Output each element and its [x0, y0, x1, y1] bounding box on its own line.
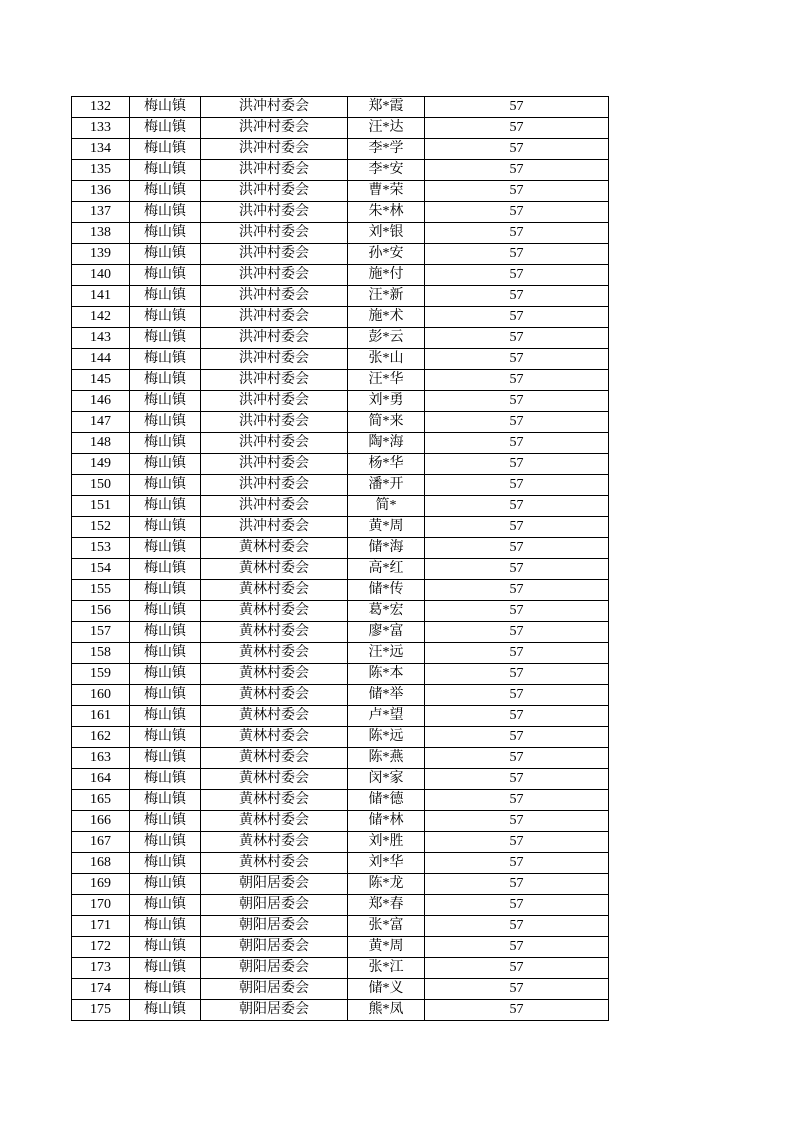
- committee-cell: 朝阳居委会: [201, 916, 348, 937]
- row-number-cell: 158: [72, 643, 130, 664]
- person-name-cell: 储*举: [348, 685, 425, 706]
- committee-cell: 洪冲村委会: [201, 307, 348, 328]
- amount-cell: 57: [425, 475, 609, 496]
- roster-table-body: [72, 97, 609, 1021]
- committee-cell: 洪冲村委会: [201, 160, 348, 181]
- table-row: [72, 811, 609, 832]
- town-cell: 梅山镇: [130, 202, 201, 223]
- table-row: [72, 685, 609, 706]
- amount-cell: 57: [425, 706, 609, 727]
- table-row: [72, 937, 609, 958]
- town-cell: 梅山镇: [130, 958, 201, 979]
- person-name-cell: 汪*达: [348, 118, 425, 139]
- row-number-cell: 150: [72, 475, 130, 496]
- committee-cell: 黄林村委会: [201, 580, 348, 601]
- person-name-cell: 储*林: [348, 811, 425, 832]
- table-row: [72, 265, 609, 286]
- person-name-cell: 闵*家: [348, 769, 425, 790]
- town-cell: 梅山镇: [130, 643, 201, 664]
- amount-cell: 57: [425, 118, 609, 139]
- committee-cell: 朝阳居委会: [201, 958, 348, 979]
- amount-cell: 57: [425, 895, 609, 916]
- person-name-cell: 施*术: [348, 307, 425, 328]
- row-number-cell: 163: [72, 748, 130, 769]
- amount-cell: 57: [425, 181, 609, 202]
- amount-cell: 57: [425, 244, 609, 265]
- person-name-cell: 张*山: [348, 349, 425, 370]
- town-cell: 梅山镇: [130, 496, 201, 517]
- committee-cell: 黄林村委会: [201, 769, 348, 790]
- amount-cell: 57: [425, 601, 609, 622]
- table-row: [72, 979, 609, 1000]
- table-row: [72, 853, 609, 874]
- town-cell: 梅山镇: [130, 118, 201, 139]
- table-row: [72, 622, 609, 643]
- person-name-cell: 郑*春: [348, 895, 425, 916]
- row-number-cell: 167: [72, 832, 130, 853]
- town-cell: 梅山镇: [130, 286, 201, 307]
- town-cell: 梅山镇: [130, 265, 201, 286]
- row-number-cell: 145: [72, 370, 130, 391]
- amount-cell: 57: [425, 328, 609, 349]
- person-name-cell: 陈*远: [348, 727, 425, 748]
- town-cell: 梅山镇: [130, 370, 201, 391]
- row-number-cell: 132: [72, 97, 130, 118]
- table-row: [72, 181, 609, 202]
- row-number-cell: 143: [72, 328, 130, 349]
- amount-cell: 57: [425, 202, 609, 223]
- committee-cell: 黄林村委会: [201, 559, 348, 580]
- committee-cell: 洪冲村委会: [201, 349, 348, 370]
- table-row: [72, 958, 609, 979]
- amount-cell: 57: [425, 160, 609, 181]
- amount-cell: 57: [425, 979, 609, 1000]
- town-cell: 梅山镇: [130, 664, 201, 685]
- table-row: [72, 307, 609, 328]
- town-cell: 梅山镇: [130, 181, 201, 202]
- table-row: [72, 370, 609, 391]
- town-cell: 梅山镇: [130, 160, 201, 181]
- amount-cell: 57: [425, 307, 609, 328]
- row-number-cell: 166: [72, 811, 130, 832]
- person-name-cell: 高*红: [348, 559, 425, 580]
- amount-cell: 57: [425, 559, 609, 580]
- amount-cell: 57: [425, 97, 609, 118]
- amount-cell: 57: [425, 664, 609, 685]
- row-number-cell: 174: [72, 979, 130, 1000]
- committee-cell: 洪冲村委会: [201, 454, 348, 475]
- row-number-cell: 152: [72, 517, 130, 538]
- town-cell: 梅山镇: [130, 328, 201, 349]
- town-cell: 梅山镇: [130, 811, 201, 832]
- town-cell: 梅山镇: [130, 727, 201, 748]
- person-name-cell: 杨*华: [348, 454, 425, 475]
- committee-cell: 洪冲村委会: [201, 391, 348, 412]
- row-number-cell: 173: [72, 958, 130, 979]
- town-cell: 梅山镇: [130, 223, 201, 244]
- person-name-cell: 朱*林: [348, 202, 425, 223]
- committee-cell: 洪冲村委会: [201, 496, 348, 517]
- amount-cell: 57: [425, 517, 609, 538]
- committee-cell: 洪冲村委会: [201, 412, 348, 433]
- committee-cell: 黄林村委会: [201, 538, 348, 559]
- table-row: [72, 139, 609, 160]
- committee-cell: 朝阳居委会: [201, 895, 348, 916]
- committee-cell: 黄林村委会: [201, 727, 348, 748]
- row-number-cell: 159: [72, 664, 130, 685]
- town-cell: 梅山镇: [130, 790, 201, 811]
- table-row: [72, 412, 609, 433]
- person-name-cell: 孙*安: [348, 244, 425, 265]
- amount-cell: 57: [425, 853, 609, 874]
- committee-cell: 朝阳居委会: [201, 937, 348, 958]
- row-number-cell: 134: [72, 139, 130, 160]
- table-row: [72, 748, 609, 769]
- town-cell: 梅山镇: [130, 685, 201, 706]
- row-number-cell: 151: [72, 496, 130, 517]
- amount-cell: 57: [425, 412, 609, 433]
- committee-cell: 黄林村委会: [201, 622, 348, 643]
- town-cell: 梅山镇: [130, 97, 201, 118]
- person-name-cell: 黄*周: [348, 517, 425, 538]
- person-name-cell: 储*义: [348, 979, 425, 1000]
- amount-cell: 57: [425, 391, 609, 412]
- amount-cell: 57: [425, 958, 609, 979]
- town-cell: 梅山镇: [130, 580, 201, 601]
- town-cell: 梅山镇: [130, 244, 201, 265]
- town-cell: 梅山镇: [130, 454, 201, 475]
- town-cell: 梅山镇: [130, 874, 201, 895]
- row-number-cell: 161: [72, 706, 130, 727]
- person-name-cell: 郑*霞: [348, 97, 425, 118]
- table-row: [72, 916, 609, 937]
- row-number-cell: 157: [72, 622, 130, 643]
- table-row: [72, 1000, 609, 1021]
- town-cell: 梅山镇: [130, 559, 201, 580]
- town-cell: 梅山镇: [130, 601, 201, 622]
- person-name-cell: 陈*燕: [348, 748, 425, 769]
- town-cell: 梅山镇: [130, 349, 201, 370]
- person-name-cell: 刘*银: [348, 223, 425, 244]
- committee-cell: 洪冲村委会: [201, 118, 348, 139]
- person-name-cell: 黄*周: [348, 937, 425, 958]
- row-number-cell: 172: [72, 937, 130, 958]
- table-row: [72, 727, 609, 748]
- person-name-cell: 汪*华: [348, 370, 425, 391]
- table-row: [72, 475, 609, 496]
- row-number-cell: 168: [72, 853, 130, 874]
- table-row: [72, 790, 609, 811]
- committee-cell: 黄林村委会: [201, 643, 348, 664]
- amount-cell: 57: [425, 832, 609, 853]
- amount-cell: 57: [425, 769, 609, 790]
- committee-cell: 黄林村委会: [201, 706, 348, 727]
- table-row: [72, 538, 609, 559]
- town-cell: 梅山镇: [130, 139, 201, 160]
- table-row: [72, 580, 609, 601]
- row-number-cell: 154: [72, 559, 130, 580]
- town-cell: 梅山镇: [130, 706, 201, 727]
- person-name-cell: 李*学: [348, 139, 425, 160]
- amount-cell: 57: [425, 496, 609, 517]
- town-cell: 梅山镇: [130, 517, 201, 538]
- row-number-cell: 142: [72, 307, 130, 328]
- committee-cell: 黄林村委会: [201, 685, 348, 706]
- person-name-cell: 葛*宏: [348, 601, 425, 622]
- town-cell: 梅山镇: [130, 979, 201, 1000]
- town-cell: 梅山镇: [130, 937, 201, 958]
- row-number-cell: 144: [72, 349, 130, 370]
- table-row: [72, 454, 609, 475]
- table-row: [72, 433, 609, 454]
- committee-cell: 朝阳居委会: [201, 874, 348, 895]
- town-cell: 梅山镇: [130, 538, 201, 559]
- row-number-cell: 165: [72, 790, 130, 811]
- person-name-cell: 潘*开: [348, 475, 425, 496]
- row-number-cell: 147: [72, 412, 130, 433]
- town-cell: 梅山镇: [130, 895, 201, 916]
- amount-cell: 57: [425, 811, 609, 832]
- person-name-cell: 施*付: [348, 265, 425, 286]
- person-name-cell: 刘*华: [348, 853, 425, 874]
- row-number-cell: 153: [72, 538, 130, 559]
- amount-cell: 57: [425, 937, 609, 958]
- table-row: [72, 202, 609, 223]
- committee-cell: 洪冲村委会: [201, 202, 348, 223]
- committee-cell: 黄林村委会: [201, 832, 348, 853]
- table-row: [72, 328, 609, 349]
- town-cell: 梅山镇: [130, 1000, 201, 1021]
- committee-cell: 洪冲村委会: [201, 475, 348, 496]
- amount-cell: 57: [425, 1000, 609, 1021]
- row-number-cell: 171: [72, 916, 130, 937]
- person-name-cell: 汪*新: [348, 286, 425, 307]
- amount-cell: 57: [425, 727, 609, 748]
- row-number-cell: 137: [72, 202, 130, 223]
- row-number-cell: 169: [72, 874, 130, 895]
- amount-cell: 57: [425, 454, 609, 475]
- town-cell: 梅山镇: [130, 769, 201, 790]
- committee-cell: 黄林村委会: [201, 601, 348, 622]
- amount-cell: 57: [425, 685, 609, 706]
- roster-table: [71, 96, 609, 1021]
- amount-cell: 57: [425, 622, 609, 643]
- row-number-cell: 139: [72, 244, 130, 265]
- person-name-cell: 汪*远: [348, 643, 425, 664]
- committee-cell: 洪冲村委会: [201, 370, 348, 391]
- row-number-cell: 136: [72, 181, 130, 202]
- amount-cell: 57: [425, 286, 609, 307]
- person-name-cell: 曹*荣: [348, 181, 425, 202]
- table-row: [72, 601, 609, 622]
- amount-cell: 57: [425, 349, 609, 370]
- town-cell: 梅山镇: [130, 433, 201, 454]
- table-row: [72, 664, 609, 685]
- person-name-cell: 张*富: [348, 916, 425, 937]
- committee-cell: 洪冲村委会: [201, 286, 348, 307]
- row-number-cell: 146: [72, 391, 130, 412]
- person-name-cell: 储*海: [348, 538, 425, 559]
- table-row: [72, 517, 609, 538]
- committee-cell: 朝阳居委会: [201, 1000, 348, 1021]
- committee-cell: 黄林村委会: [201, 664, 348, 685]
- row-number-cell: 170: [72, 895, 130, 916]
- amount-cell: 57: [425, 748, 609, 769]
- committee-cell: 洪冲村委会: [201, 223, 348, 244]
- committee-cell: 洪冲村委会: [201, 97, 348, 118]
- table-row: [72, 832, 609, 853]
- amount-cell: 57: [425, 223, 609, 244]
- amount-cell: 57: [425, 580, 609, 601]
- person-name-cell: 刘*胜: [348, 832, 425, 853]
- row-number-cell: 138: [72, 223, 130, 244]
- person-name-cell: 熊*凤: [348, 1000, 425, 1021]
- committee-cell: 洪冲村委会: [201, 139, 348, 160]
- person-name-cell: 陈*本: [348, 664, 425, 685]
- person-name-cell: 陶*海: [348, 433, 425, 454]
- committee-cell: 黄林村委会: [201, 748, 348, 769]
- amount-cell: 57: [425, 139, 609, 160]
- town-cell: 梅山镇: [130, 832, 201, 853]
- row-number-cell: 175: [72, 1000, 130, 1021]
- row-number-cell: 162: [72, 727, 130, 748]
- town-cell: 梅山镇: [130, 391, 201, 412]
- person-name-cell: 简*: [348, 496, 425, 517]
- row-number-cell: 141: [72, 286, 130, 307]
- person-name-cell: 储*传: [348, 580, 425, 601]
- committee-cell: 黄林村委会: [201, 811, 348, 832]
- table-row: [72, 496, 609, 517]
- town-cell: 梅山镇: [130, 853, 201, 874]
- person-name-cell: 李*安: [348, 160, 425, 181]
- row-number-cell: 155: [72, 580, 130, 601]
- table-row: [72, 706, 609, 727]
- committee-cell: 洪冲村委会: [201, 517, 348, 538]
- table-row: [72, 160, 609, 181]
- person-name-cell: 陈*龙: [348, 874, 425, 895]
- committee-cell: 黄林村委会: [201, 790, 348, 811]
- committee-cell: 黄林村委会: [201, 853, 348, 874]
- town-cell: 梅山镇: [130, 748, 201, 769]
- person-name-cell: 刘*勇: [348, 391, 425, 412]
- town-cell: 梅山镇: [130, 916, 201, 937]
- amount-cell: 57: [425, 916, 609, 937]
- town-cell: 梅山镇: [130, 475, 201, 496]
- table-row: [72, 769, 609, 790]
- person-name-cell: 彭*云: [348, 328, 425, 349]
- person-name-cell: 简*来: [348, 412, 425, 433]
- row-number-cell: 140: [72, 265, 130, 286]
- table-row: [72, 223, 609, 244]
- table-row: [72, 391, 609, 412]
- town-cell: 梅山镇: [130, 307, 201, 328]
- amount-cell: 57: [425, 370, 609, 391]
- person-name-cell: 廖*富: [348, 622, 425, 643]
- row-number-cell: 156: [72, 601, 130, 622]
- amount-cell: 57: [425, 538, 609, 559]
- person-name-cell: 储*德: [348, 790, 425, 811]
- amount-cell: 57: [425, 790, 609, 811]
- table-row: [72, 118, 609, 139]
- table-row: [72, 349, 609, 370]
- row-number-cell: 160: [72, 685, 130, 706]
- table-row: [72, 244, 609, 265]
- town-cell: 梅山镇: [130, 622, 201, 643]
- committee-cell: 洪冲村委会: [201, 328, 348, 349]
- row-number-cell: 164: [72, 769, 130, 790]
- amount-cell: 57: [425, 643, 609, 664]
- town-cell: 梅山镇: [130, 412, 201, 433]
- table-row: [72, 559, 609, 580]
- committee-cell: 洪冲村委会: [201, 244, 348, 265]
- amount-cell: 57: [425, 874, 609, 895]
- committee-cell: 洪冲村委会: [201, 265, 348, 286]
- table-row: [72, 97, 609, 118]
- amount-cell: 57: [425, 433, 609, 454]
- row-number-cell: 135: [72, 160, 130, 181]
- row-number-cell: 149: [72, 454, 130, 475]
- row-number-cell: 148: [72, 433, 130, 454]
- amount-cell: 57: [425, 265, 609, 286]
- person-name-cell: 卢*望: [348, 706, 425, 727]
- person-name-cell: 张*江: [348, 958, 425, 979]
- committee-cell: 洪冲村委会: [201, 181, 348, 202]
- table-row: [72, 895, 609, 916]
- committee-cell: 朝阳居委会: [201, 979, 348, 1000]
- committee-cell: 洪冲村委会: [201, 433, 348, 454]
- table-row: [72, 643, 609, 664]
- table-row: [72, 286, 609, 307]
- row-number-cell: 133: [72, 118, 130, 139]
- table-row: [72, 874, 609, 895]
